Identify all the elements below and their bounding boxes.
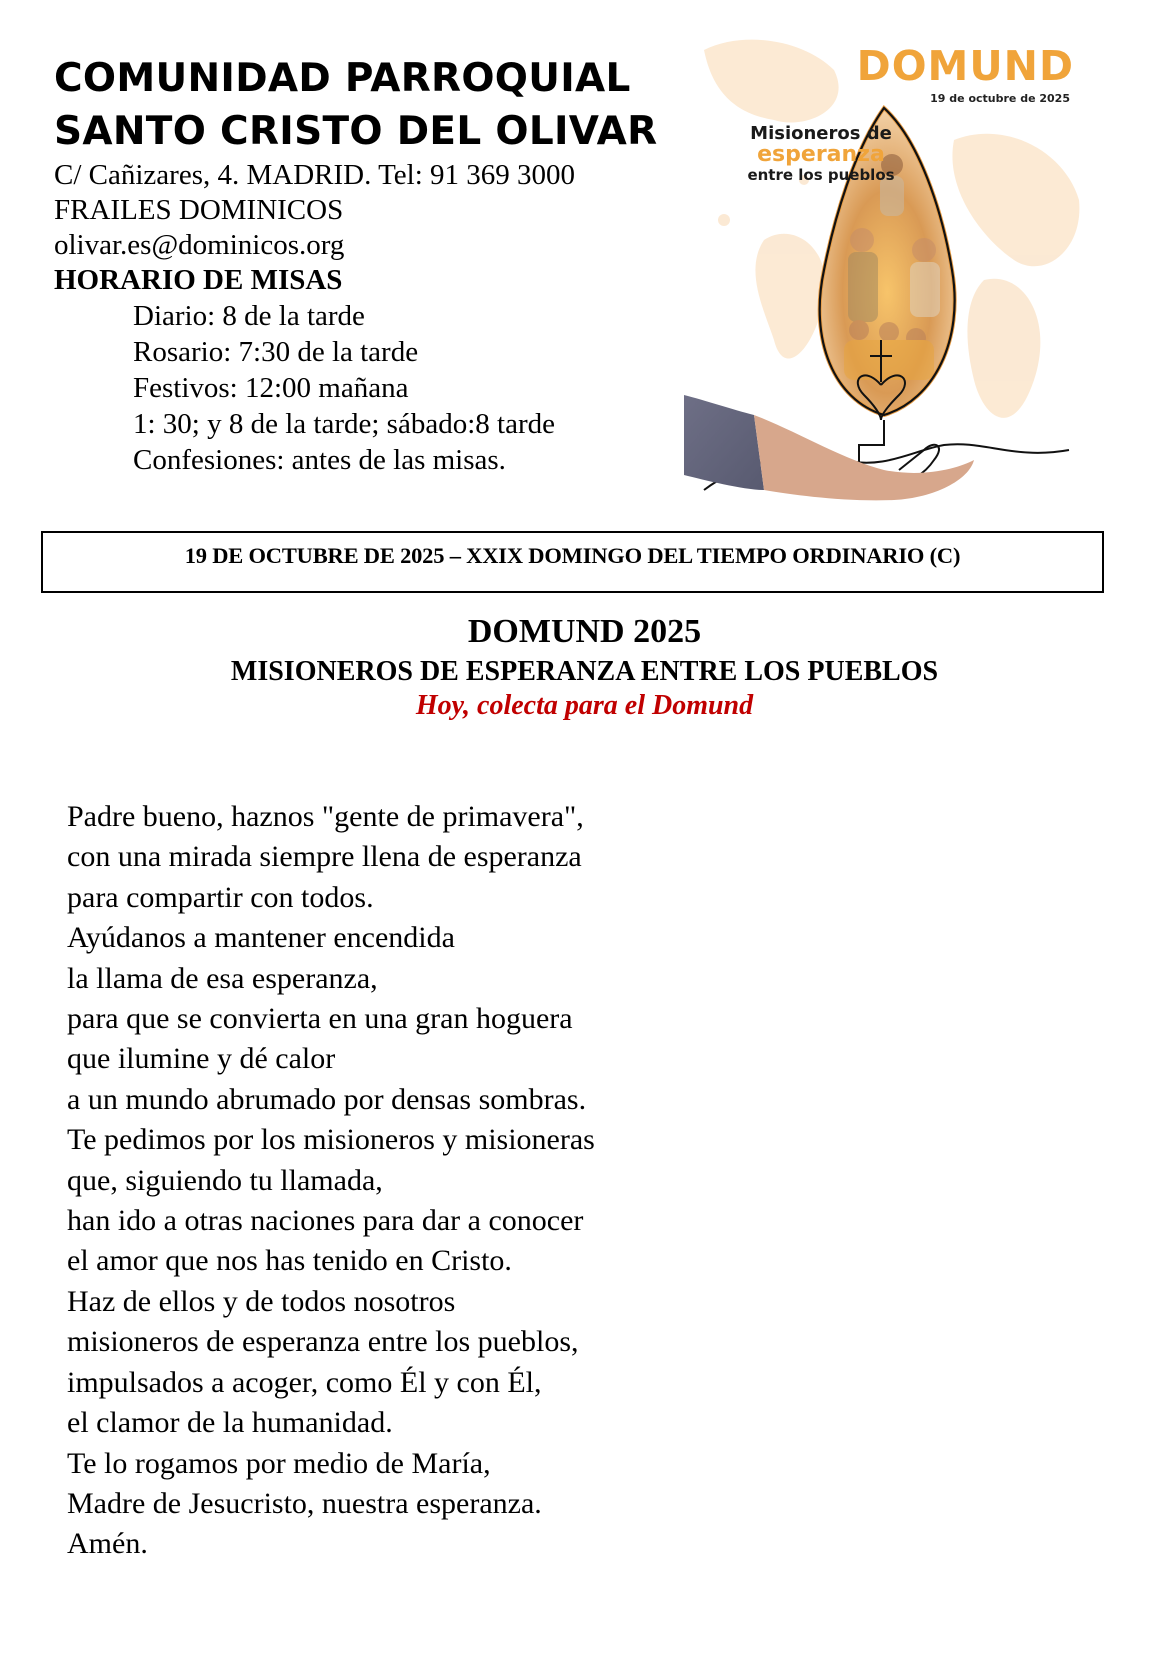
prayer-line: Ayúdanos a mantener encendida [67,921,455,955]
prayer-line: Amén. [67,1527,148,1561]
parish-address: C/ Cañizares, 4. MADRID. Tel: 91 369 3000 [54,159,575,191]
prayer-line: misioneros de esperanza entre los pueblos, [67,1325,579,1359]
poster-brand: DOMUND [856,42,1074,90]
schedule-item: 1: 30; y 8 de la tarde; sábado:8 tarde [133,408,555,440]
parish-order: FRAILES DOMINICOS [54,194,344,226]
prayer-line: el clamor de la humanidad. [67,1406,393,1440]
collection-note: Hoy, colecta para el Domund [415,690,754,721]
prayer-line: impulsados a acoger, como Él y con Él, [67,1365,542,1399]
prayer-line: Te lo rogamos por medio de María, [67,1446,491,1480]
prayer-line: han ido a otras naciones para dar a conocer [67,1204,584,1238]
schedule-item: Diario: 8 de la tarde [133,300,365,332]
parish-header [54,52,674,478]
prayer-line: que ilumine y dé calor [67,1042,336,1076]
slogan-line1: Misioneros de [750,123,892,144]
schedule-item: Rosario: 7:30 de la tarde [133,336,419,368]
section-title: DOMUND 2025 [467,613,702,650]
prayer-line: Padre bueno, haznos "gente de primavera", [67,800,584,833]
prayer-line: con una mirada siempre llena de esperanza [67,840,582,874]
open-hand-shape [754,415,974,500]
prayer-line: para compartir con todos. [67,880,374,914]
parish-name-line1: COMUNIDAD PARROQUIAL [54,56,631,101]
prayer-line: la llama de esa esperanza, [67,961,378,995]
schedule-item: Festivos: 12:00 mañana [133,372,409,404]
prayer-line: el amor que nos has tenido en Cristo. [67,1244,512,1278]
slogan-line2: esperanza [757,142,885,167]
prayer-line: Te pedimos por los misioneros y misioneras [67,1123,595,1157]
parish-email[interactable]: olivar.es@dominicos.org [54,229,345,261]
poster-slogan [746,124,896,184]
sleeve-shape [684,395,764,490]
poster-date: 19 de octubre de 2025 [930,92,1070,105]
prayer-line: a un mundo abrumado por densas sombras. [67,1082,587,1116]
liturgical-date-banner [41,531,1104,593]
slogan-line3: entre los pueblos [747,166,895,184]
section-subtitle: MISIONEROS DE ESPERANZA ENTRE LOS PUEBLOS [230,656,939,687]
schedule-item: Confesiones: antes de las misas. [133,444,506,476]
prayer-text [67,797,787,1565]
prayer-line: Haz de ellos y de todos nosotros [67,1284,456,1318]
prayer-line: que, siguiendo tu llamada, [67,1163,383,1197]
prayer-line: para que se convierta en una gran hoguera [67,1002,573,1036]
mass-schedule-list [54,298,674,478]
liturgical-date-text: 19 DE OCTUBRE DE 2025 – XXIX DOMINGO DEL TIEMPO ORDINARIO (C) [184,543,961,568]
schedule-title: HORARIO DE MISAS [54,264,343,296]
parish-name-line2: SANTO CRISTO DEL OLIVAR [54,109,658,154]
domund-poster [684,20,1094,520]
prayer-line: Madre de Jesucristo, nuestra esperanza. [67,1486,542,1520]
